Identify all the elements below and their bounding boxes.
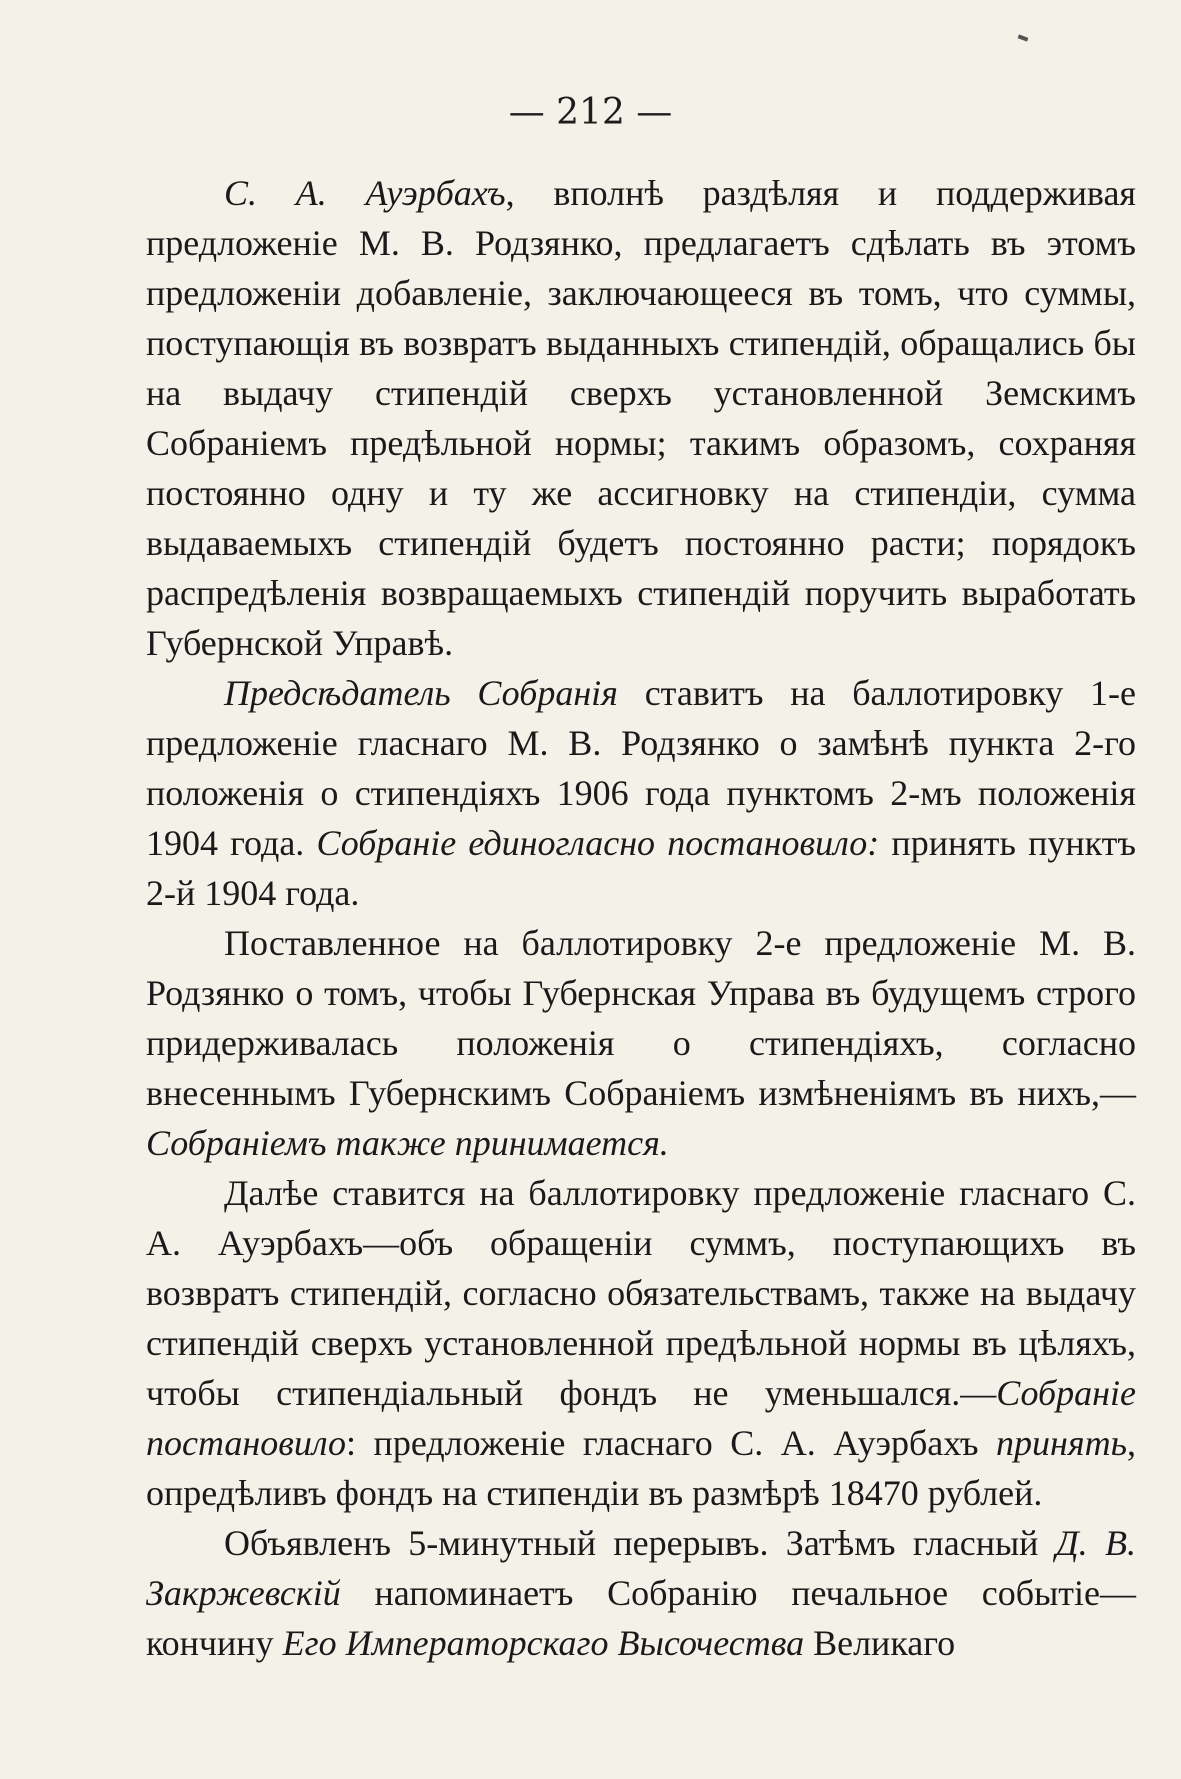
italic-text: Собраніемъ также принимается. xyxy=(146,1123,669,1163)
text-segment: Объявленъ 5-минутный перерывъ. Затѣмъ гласный xyxy=(224,1523,1056,1563)
page-number: — 212 — xyxy=(508,92,673,133)
paragraph xyxy=(146,668,1136,918)
text-segment: ставитъ на баллотировку 1-е предложеніе гласнаго М. В. Родзянко о замѣнѣ пункта 2-го положенія о стипендіяхъ 1906 года пунктомъ 2-мъ положенія 1904 года. xyxy=(146,673,1137,863)
italic-text: Собраніе постановило xyxy=(146,1373,1136,1463)
paragraph xyxy=(146,918,1136,1168)
paragraph xyxy=(146,1168,1136,1518)
italic-text: С. А. Ауэрбахъ xyxy=(224,173,506,213)
italic-text: Предсѣдатель Собранія xyxy=(224,673,618,713)
italic-text: Его Императорскаго Высочества xyxy=(282,1623,805,1663)
italic-text: принять xyxy=(996,1423,1127,1463)
text-segment: Великаго xyxy=(804,1623,956,1663)
text-segment: , вполнѣ раздѣляя и поддерживая предложеніе М. В. Родзянко, предлагаетъ сдѣлать въ этомъ предложеніи добавленіе, заключающееся въ томъ, что суммы, поступающія въ возвратъ выданныхъ стипендій, обращались бы на выдачу стипендій сверхъ установленной Земскимъ Собраніемъ предѣльной нормы; такимъ образомъ, сохраняя постоянно одну и ту же ассигновку на стипендіи, сумма выдаваемыхъ стипендій будетъ постоянно расти; порядокъ распредѣленія возвращаемыхъ стипендій поручить выработать Губернской Управѣ. xyxy=(146,173,1136,663)
ink-mark xyxy=(1018,34,1029,41)
text-segment: : предложеніе гласнаго С. А. Ауэрбахъ xyxy=(346,1423,997,1463)
text-segment: , опредѣливъ фондъ на стипендіи въ размѣрѣ 18470 рублей. xyxy=(146,1423,1136,1513)
paragraph xyxy=(146,1518,1136,1668)
text-segment: Далѣе ставится на баллотировку предложеніе гласнаго С. А. Ауэрбахъ—объ обращеніи суммъ, поступающихъ въ возвратъ стипендій, согласно обязательствамъ, также на выдачу стипендій сверхъ установленной предѣльной нормы въ цѣляхъ, чтобы стипендіальный фондъ не уменьшался.— xyxy=(146,1173,1136,1413)
paragraph xyxy=(146,168,1136,668)
body-text xyxy=(146,168,1136,1668)
italic-text: Собраніе единогласно постановило: xyxy=(316,823,880,863)
text-segment: Поставленное на баллотировку 2-е предложеніе М. В. Родзянко о томъ, чтобы Губернская Управа въ будущемъ строго придерживалась положенія о стипендіяхъ, согласно внесеннымъ Губернскимъ Собраніемъ измѣненіямъ въ нихъ,— xyxy=(146,923,1136,1113)
italic-text: Д. В. Закржевскій xyxy=(146,1523,1136,1613)
text-segment: принять пунктъ 2-й 1904 года. xyxy=(146,823,1136,913)
text-segment: напоминаетъ Собранію печальное событіе—кончину xyxy=(146,1573,1136,1663)
